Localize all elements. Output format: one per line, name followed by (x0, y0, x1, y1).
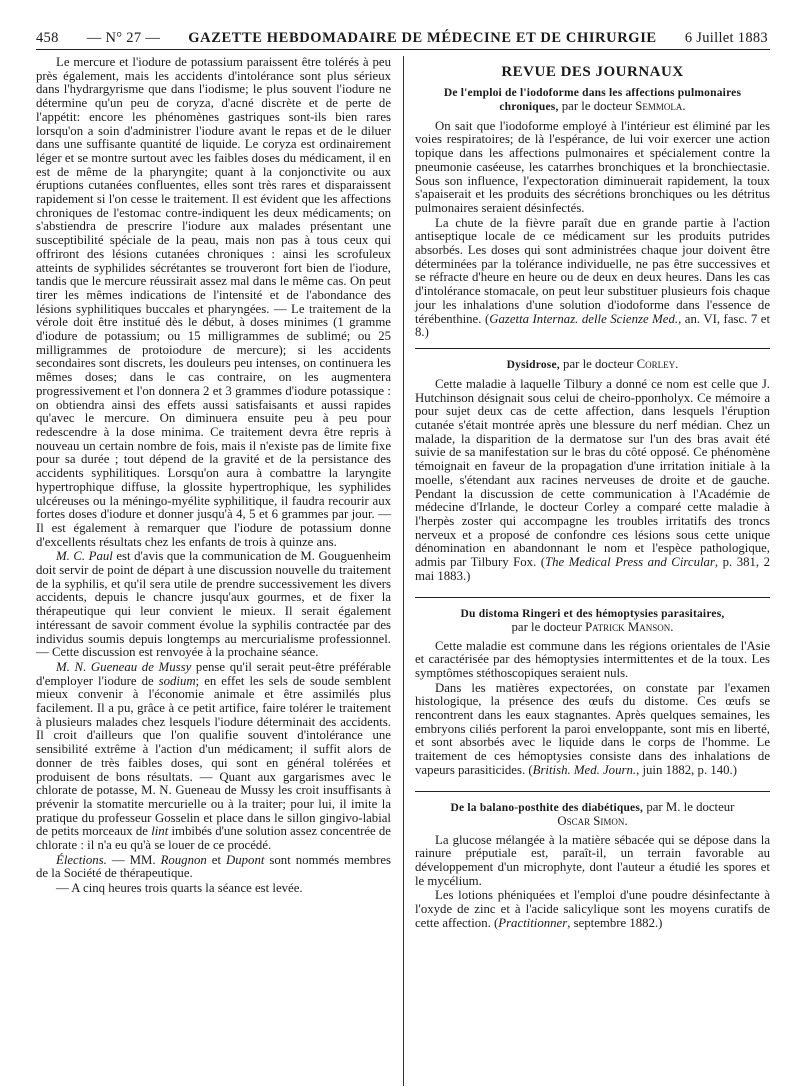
byline: par le docteur (558, 98, 636, 113)
article-paragraph: La glucose mélangée à la matière sébacée qui se dépose dans la rainure préputiale est, paraît-il, un terrain favorable au développement d'un microphyte, dont l'auteur a étudié les spores et le mycélium. (415, 832, 770, 888)
emphasis: lint (151, 824, 169, 839)
article-paragraph: On sait que l'iodoforme employé à l'intérieur est éliminé par les voies respiratoires; de là l'espérance, de lui voir exercer une action topique dans les affections pulmonaires et spécialement contre la pneumonie caséeuse, les catarrhes bronchiques et la bronchiectasie. Sous son influence, l'expectoration diminuerait rapidement, la toux s'apaiserait et les produits des sécrétions bronchiques ou les détritus pulmonaires seraient désinfectés. (415, 118, 770, 215)
article-paragraph (415, 217, 770, 340)
byline: par le docteur (511, 619, 586, 634)
paragraph-text: , septembre 1882.) (567, 915, 663, 930)
issue-date: 6 Juillet 1883 (684, 30, 768, 46)
author-name: Patrick Manson (585, 619, 671, 634)
article-heading-balano-posthite: De la balano-posthite des diabétiques, par M. le docteur Oscar Simon. (450, 799, 735, 828)
paragraph-text: La chute de la fièvre paraît due en grande partie à l'action antiseptique locale de ce médicament sur les produits putrides absorbés. Les doses qui sont administrées chaque jour doivent être déterminées par la tolérance individuelle, ne pas être successives et se réfracte d'heure en heure ou de deux en deux heures. Dans les cas d'intolérance stomacale, on peut leur substituer plusieurs fois chaque jour les inhalations d'une solution d'iodoforme dans l'essence de térébenthine. ( (415, 215, 770, 326)
right-column (415, 56, 770, 1086)
member-name: Rougnon (160, 852, 207, 867)
article-title: Du distoma Ringeri et des hémoptysies parasitaires, (460, 607, 725, 620)
paragraph-text: Cette maladie à laquelle Tilbury a donné ce nom est celle que J. Hutchinson désignait sous celui de cheiro-pропholyx. Ce mémoire a pour sujet deux cas de cette affection, dans lesquels l'éruption cutanée s'était montrée après une blessure du nerf médian. Chez un malade, la disparition de la dermatose sur l'un des bras avait été suivie de sa manifestation sur le bras du côté opposé. Ce phénomène témoignait en faveur de la propagation d'une irritation initiale à la moelle, s'étendant aux racines nerveuses de droite et de gauche. Pendant la discussion de cette communication à l'Académie de médecine d'Irlande, le docteur Corley a comparé cette maladie à l'herpès zoster qui accompagne les troubles irritatifs des troncs nerveux et a proposé de confondre ces lésions sous cette unique dénomination en abandonnant le nom et l'espèce pathologique, admis par Tilbury Fox. ( (415, 376, 770, 570)
article-heading-dysidrose: Dysidrose, par le docteur Corley. (506, 356, 679, 371)
left-paragraph-5: — A cinq heures trois quarts la séance est levée. (56, 881, 303, 896)
article-title: Dysidrose, (506, 358, 560, 371)
paragraph-text: — MM. (106, 852, 161, 867)
paragraph-text: ; en effet les sels de soude semblent mieux convenir à l'économie animale et être assimilés plus facilement. Il a pu, grâce à ce petit artifice, faire tolérer le traitement à plusieurs malades chez lesquels l'iodure déterminait des accidents. Il croit d'ailleurs que l'on qualifie souvent d'intolérance une sensibilité extrême à l'action d'un médicament; il suffit alors de donner de très faibles doses, qui sont en général tolérées et produisent de bons résultats. — Quant aux gargarismes avec le chlorate de potasse, M. N. Gueneau de Mussy les croit insuffisants à prévenir la stomatite mercurielle ou à la traiter; pour lui, il imite la pratique du professeur Gosselin et place dans le sillon gingivo-labial de petits morceaux de (36, 673, 391, 839)
paragraph-text: Dans les matières expectorées, on constate par l'examen histologique, la présence des œufs du distome. Ces œufs se rencontrent dans les eaux stagnantes. Après quelques semaines, les embryons ciliés perforent la paroi enveloppante, sont mis en liberté, et sont absorbés avec le liquide dans le corps de l'homme. Le traitement de ces hémoptysies consiste dans des inhalations de vapeurs parasiticides. ( (415, 680, 770, 777)
speaker-name: M. C. Paul (56, 549, 113, 564)
paragraph-text: , an. VI, fasc. 7 et 8.) (415, 311, 771, 340)
section-label: Élections. (56, 852, 107, 867)
article-separator (415, 348, 770, 349)
paragraph-text: et (206, 852, 227, 867)
source-citation: The Medical Press and Circular (545, 555, 715, 570)
issue-number: — N° 27 — (86, 30, 161, 46)
emphasis: sodium (158, 673, 196, 688)
author-name: Semmola (635, 98, 683, 113)
author-name: Corley (636, 356, 676, 371)
left-paragraph-3 (36, 661, 391, 853)
paragraph-text: , juin 1882, p. 140.) (636, 762, 738, 777)
member-name: Dupont (226, 852, 265, 867)
article-title: De l'emploi de l'iodoforme dans les affections pulmonaires chroniques, (443, 86, 742, 113)
paragraph-text: sont nommés membres de la Société de thérapeutique. (36, 852, 392, 881)
page-number: 458 (36, 30, 59, 46)
author-name: Oscar Simon (557, 813, 625, 828)
byline: par le docteur (559, 356, 637, 371)
article-paragraph (415, 889, 770, 930)
speaker-name: M. N. Gueneau de Mussy (56, 659, 192, 674)
article-paragraph (415, 682, 770, 778)
left-paragraph-2 (36, 550, 391, 660)
article-heading-distoma: Du distoma Ringeri et des hémoptysies parasitaires, par le docteur Patrick Manson. (460, 607, 725, 634)
article-separator (415, 791, 770, 792)
column-rule (403, 56, 404, 1086)
paragraph-text: , p. 381, 2 mai 1883.) (415, 555, 771, 583)
left-paragraph-4 (36, 854, 391, 881)
running-header (36, 30, 770, 50)
left-column (36, 56, 391, 1086)
paragraph-text: pense qu'il serait peut-être préférable d'employer l'iodure de (36, 659, 391, 688)
paragraph-text: imbibés d'une solution assez concentrée de chlorate : il n'a eu qu'à se louer de ce procédé. (36, 824, 391, 853)
article-paragraph: Cette maladie est commune dans les régions orientales de l'Asie et caractérisée par des hémoptysies intermittentes et de la toux. Les symptômes stéthoscopiques seraient nuls. (415, 638, 770, 680)
source-citation: Practitionner (498, 915, 568, 930)
paragraph-text: Les lotions phéniquées et l'emploi d'une poudre désinfectante à l'oxyde de zinc et à l'acide salicylique sont les moyens curatifs de cette affection. ( (415, 888, 770, 930)
source-citation: Gazetta Internaz. delle Scienze Med. (489, 311, 679, 326)
source-citation: British. Med. Journ. (532, 762, 637, 777)
left-paragraph-1: Le mercure et l'iodure de potassium paraissent être tolérés à peu près également, mais les accidents d'intolérance sont plus sérieux dans l'hydrargyrisme que dans l'iodisme; le plus souvent l'iodure ne détermine qu'un peu de coryza, d'acné discrète et de perte de l'appétit: encore les phénomènes gastriques sont-ils bien rares lorsqu'on a soin d'administrer l'iodure avant le repas et de le diluer dans une suffisante quantité de liquide. Le coryza est ordinairement léger et se montre surtout avec les faibles doses du médicament, il en est de même de la pharyngite; quant à la conjonctivite ou aux éruptions cutanées confluentes, elles sont très rares et disparaissent rapidement si l'on cesse le traitement. Il est évident que les affections chroniques de l'estomac contre-indiquent les deux médicaments; on s'abstiendra de prescrire l'iodure aux malades présentant une susceptibilité spéciale de la peau, mais non pas à tous ceux qui offriront des lésions cutanées chroniques : ainsi les scrofuleux atteints de syphilides sécrétantes se trouveront fort bien de l'iodure, tandis que le mercure réussirait assez mal dans le même cas. On peut tirer les mêmes indications de l'intensité et de l'abondance des lésions syphilitiques buccales et pharyngées. — Le traitement de la vérole doit être institué dès le début, à doses minimes (1 gramme d'iodure de potassium; ou 15 milligrammes de sublimé; ou 25 milligrammes de protoiodure de mercure); si les accidents secondaires sont discrets, les douleurs peu intenses, on continuera les mêmes doses; dans le cas contraire, on les augmentera progressivement et l'on donnera 2 et 3 grammes d'iodure potassique : on obtiendra ainsi des effets aussi satisfaisants et aussi rapides qu'avec le mercure. On diminuera ensuite peu à peu pour redescendre à la dose minima. Ce traitement devra être repris à nouveau un certain nombre de fois, mais il n'existe pas de limite fixe pour sa durée ; tout dépend de la gravité et de la persistance des accidents syphilitiques. Lorsqu'on aura à combattre la laryngite hypertrophique diffuse, la glossite hypertrophique, les syphilides ulcéreuses ou la méningo-myélite syphilitique, il faudra recourir aux fortes doses d'iodure et donner jusqu'à 4, 5 et 6 grammes par jour. — Il est également à remarquer que l'iodure de potassium donne d'excellents résultats chez les enfants de trois à quinze ans. (36, 55, 391, 549)
article-separator (415, 597, 770, 598)
journal-title: GAZETTE HEBDOMADAIRE DE MÉDECINE ET DE CHIRURGIE (188, 30, 657, 46)
article-title: De la balano-posthite des diabétiques, (450, 801, 644, 814)
paragraph-text: est d'avis que la communication de M. Gouguenheim doit servir de point de départ à une discussion nouvelle du traitement de la syphilis, et qu'il sera utile de prendre successivement les divers accidents, depuis le chancre jusqu'aux gourmes, et de fixer la thérapeutique qui leur convient le mieux. Il serait également intéressant de savoir comment évolue la syphilis contractée par des individus soumis depuis longtemps au mercurialisme professionnel. — Cette discussion est renvoyée à la prochaine séance. (36, 549, 391, 660)
article-heading-iodoforme: De l'emploi de l'iodoforme dans les affections pulmonaires chroniques, par le docteur Semmola. (443, 86, 742, 113)
article-paragraph (415, 378, 770, 584)
section-title: REVUE DES JOURNAUX (501, 64, 684, 80)
two-column-body (36, 56, 770, 1086)
byline: par M. le docteur (643, 799, 735, 814)
